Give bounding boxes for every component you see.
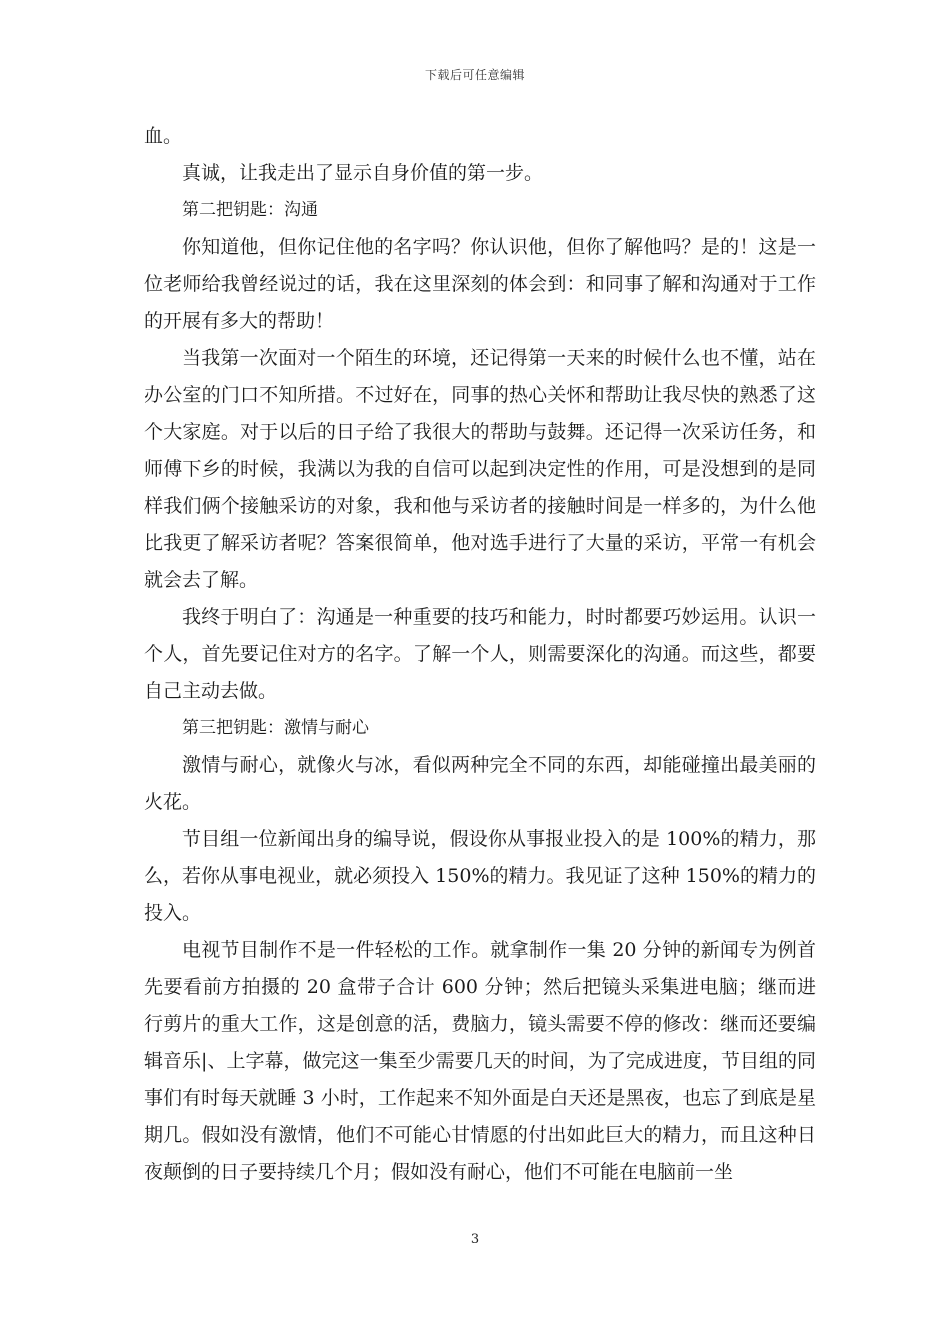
paragraph: 激情与耐心，就像火与冰，看似两种完全不同的东西，却能碰撞出最美丽的火花。 xyxy=(144,754,816,813)
document-body xyxy=(144,118,816,1191)
paragraph: 我终于明白了：沟通是一种重要的技巧和能力，时时都要巧妙运用。认识一个人，首先要记住对方的名字。了解一个人，则需要深化的沟通。而这些，都要自己主动去做。 xyxy=(144,606,816,702)
paragraph: 真诚，让我走出了显示自身价值的第一步。 xyxy=(182,162,544,184)
page-number: 3 xyxy=(470,1232,480,1247)
section-heading-second-key: 第二把钥匙：沟通 xyxy=(182,200,318,220)
section-heading-third-key: 第三把钥匙：激情与耐心 xyxy=(182,718,369,738)
paragraph: 电视节目制作不是一件轻松的工作。就拿制作一集 20 分钟的新闻专为例首先要看前方拍摄的 20 盒带子合计 600 分钟；然后把镜头采集进电脑；继而进行剪片的重大工作，这是创意的活，费脑力，镜头需要不停的修改：继而还要编辑音乐|、上字幕，做完这一集至少需要几天的时间，为了完成进度，节目组的同事们有时每天就睡 3 小时，工作起来不知外面是白天还是黑夜，也忘了到底是星期几。假如没有激情，他们不可能心甘情愿的付出如此巨大的精力，而且这种日夜颠倒的日子要持续几个月；假如没有耐心，他们不可能在电脑前一坐 xyxy=(144,939,816,1183)
paragraph: 节目组一位新闻出身的编导说，假设你从事报业投入的是 100%的精力，那么，若你从事电视业，就必须投入 150%的精力。我见证了这种 150%的精力的投入。 xyxy=(144,828,816,924)
paragraph: 当我第一次面对一个陌生的环境，还记得第一天来的时候什么也不懂，站在办公室的门口不知所措。不过好在，同事的热心关怀和帮助让我尽快的熟悉了这个大家庭。对于以后的日子给了我很大的帮助与鼓舞。还记得一次采访任务，和师傅下乡的时候，我满以为我的自信可以起到决定性的作用，可是没想到的是同样我们俩个接触采访的对象，我和他与采访者的接触时间是一样多的，为什么他比我更了解采访者呢？答案很简单，他对选手进行了大量的采访，平常一有机会就会去了解。 xyxy=(144,347,816,591)
paragraph-continuation: 血。 xyxy=(144,125,183,147)
page-header: 下载后可任意编辑 xyxy=(424,68,525,82)
paragraph: 你知道他，但你记住他的名字吗？你认识他，但你了解他吗？是的！这是一位老师给我曾经说过的话，我在这里深刻的体会到：和同事了解和沟通对于工作的开展有多大的帮助！ xyxy=(144,236,816,332)
